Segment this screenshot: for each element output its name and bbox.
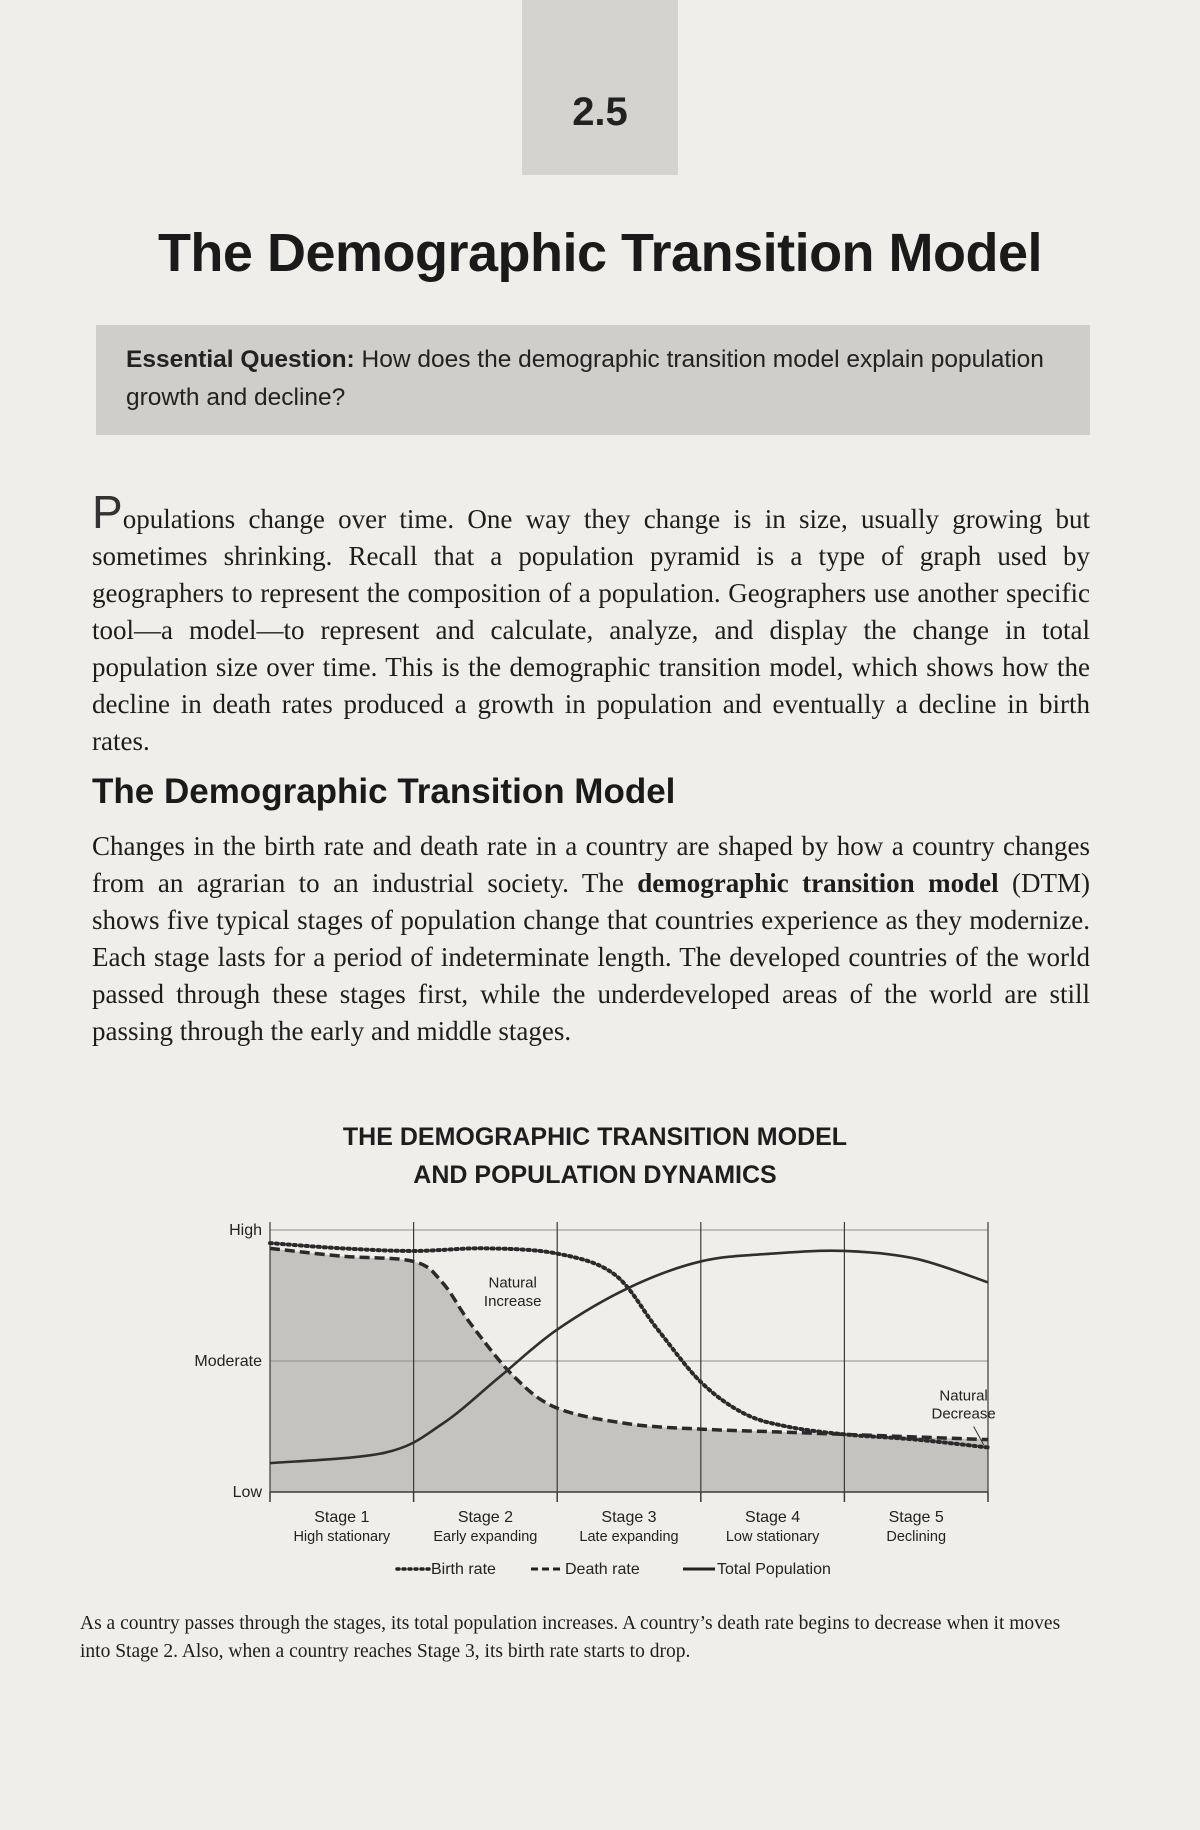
body-text-part2: (DTM) shows five typical stages of population change that countries experience as they modernize. Each stage lasts for a period of indeterminate length. The developed countries of the world passed through these stages first, while the underdeveloped areas of the world are still passing through the early and middle stages. — [92, 868, 1090, 1046]
essential-question-text: How does the demographic transition model explain population growth and decline? — [126, 346, 1044, 411]
stage-label: Stage 3 — [601, 1509, 657, 1526]
body-text-part1: Changes in the birth rate and death rate in a country are shaped by how a country changes from an agrarian to an industrial society. The — [92, 831, 1090, 898]
annotation-natural-increase: Increase — [483, 1292, 542, 1310]
drop-cap: P — [92, 486, 123, 538]
stage-description: Early expanding — [433, 1529, 538, 1545]
stage-description: Low stationary — [725, 1529, 820, 1545]
chart-title-line-1: THE DEMOGRAPHIC TRANSITION MODEL — [342, 1123, 848, 1151]
page-title: The Demographic Transition Model — [157, 223, 1043, 283]
intro-text: opulations change over time. One way they change is in size, usually growing but sometimes shrinking. Recall that a population pyramid is a type of graph used by geographers to represent the composition of a population. Geographers use another specific tool—a model—to represent and calculate, analyze, and display the change in total population size over time. This is the demographic transition model, which shows how the decline in death rates produced a growth in population and eventually a decline in birth rates. — [92, 504, 1090, 756]
essential-question-label: Essential Question: — [126, 346, 355, 373]
legend-label: Birth rate — [431, 1561, 496, 1578]
key-term: demographic transition model — [637, 868, 999, 898]
annotation-natural-decrease: Decrease — [931, 1405, 996, 1423]
stage-description: Declining — [886, 1529, 947, 1545]
stage-label: Stage 5 — [888, 1509, 944, 1526]
stage-description: Late expanding — [579, 1529, 679, 1545]
y-tick-label: Low — [232, 1484, 262, 1501]
section-number: 2.5 — [572, 90, 628, 134]
legend-label: Death rate — [565, 1561, 640, 1578]
section-subheading: The Demographic Transition Model — [92, 772, 676, 811]
y-tick-label: Moderate — [194, 1353, 262, 1370]
stage-description: High stationary — [293, 1529, 391, 1545]
chart-title-line-2: AND POPULATION DYNAMICS — [413, 1161, 777, 1189]
stage-label: Stage 1 — [314, 1509, 370, 1526]
annotation-natural-increase: Natural — [488, 1274, 537, 1292]
stage-label: Stage 2 — [457, 1509, 513, 1526]
death-rate-area — [270, 1248, 988, 1492]
figure-caption: As a country passes through the stages, its total population increases. A country’s death rate begins to decrease when it moves into Stage 2. Also, when a country reaches Stage 3, its birth rate starts to drop. — [80, 1613, 1061, 1662]
legend-label: Total Population — [717, 1561, 831, 1578]
y-tick-label: High — [229, 1222, 262, 1239]
stage-label: Stage 4 — [745, 1509, 801, 1526]
annotation-natural-decrease: Natural — [939, 1387, 988, 1405]
